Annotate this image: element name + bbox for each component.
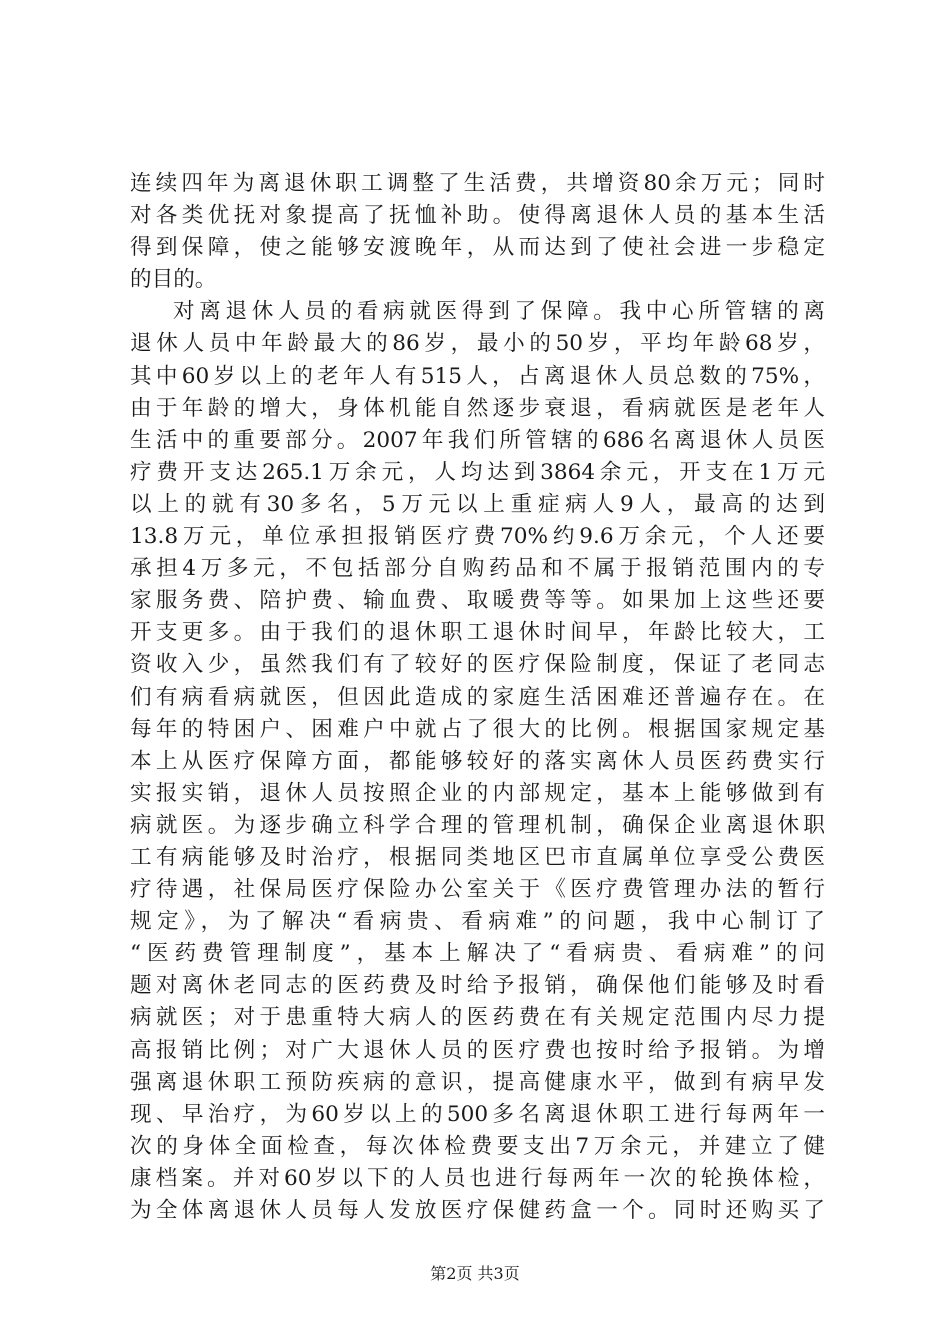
text-line: 病就医。为逐步确立科学合理的管理机制，确保企业离退休职 xyxy=(130,812,825,838)
text-line: 为全体离退休人员每人发放医疗保健药盒一个。同时还购买了 xyxy=(130,1198,825,1223)
text-line: 康档案。并对60岁以下的人员也进行每两年一次的轮换体检， xyxy=(130,1165,825,1191)
text-line: 开支更多。由于我们的退休职工退休时间早，年龄比较大，工 xyxy=(130,620,825,646)
text-line: 其中60岁以上的老年人有515人，占离退休人员总数的75%， xyxy=(130,363,825,389)
document-body xyxy=(130,168,825,1227)
text-line: 病就医；对于患重特大病人的医药费在有关规定范围内尽力提 xyxy=(130,1005,825,1031)
text-line: “医药费管理制度”，基本上解决了“看病贵、看病难”的问 xyxy=(130,941,825,967)
text-line: 实报实销，退休人员按照企业的内部规定，基本上能够做到有 xyxy=(130,780,825,806)
page-number-label: 第2页 共3页 xyxy=(430,1264,520,1283)
text-line: 生活中的重要部分。2007年我们所管辖的686名离退休人员医 xyxy=(130,427,825,453)
text-line: 13.8万元，单位承担报销医疗费70%约9.6万余元，个人还要 xyxy=(130,524,825,550)
text-line: 连续四年为离退休职工调整了生活费，共增资80余万元；同时 xyxy=(130,171,825,196)
text-line: 以上的就有30多名，5万元以上重症病人9人，最高的达到 xyxy=(130,491,825,517)
text-line: 对各类优抚对象提高了抚恤补助。使得离退休人员的基本生活 xyxy=(130,203,825,229)
text-line: 规定》，为了解决“看病贵、看病难”的问题，我中心制订了 xyxy=(130,909,825,935)
text-line: 疗费开支达265.1万余元，人均达到3864余元，开支在1万元 xyxy=(130,459,825,485)
text-line: 对离退休人员的看病就医得到了保障。我中心所管辖的离 xyxy=(173,299,825,325)
text-line: 本上从医疗保障方面，都能够较好的落实离休人员医药费实行 xyxy=(130,748,825,774)
text-line: 强离退休职工预防疾病的意识，提高健康水平，做到有病早发 xyxy=(130,1069,825,1095)
text-line: 由于年龄的增大，身体机能自然逐步衰退，看病就医是老年人 xyxy=(130,395,825,421)
page-footer xyxy=(0,1264,950,1284)
text-line: 得到保障，使之能够安渡晚年，从而达到了使社会进一步稳定 xyxy=(130,235,825,261)
text-line: 疗待遇，社保局医疗保险办公室关于《医疗费管理办法的暂行 xyxy=(130,877,825,903)
text-line: 高报销比例；对广大退休人员的医疗费也按时给予报销。为增 xyxy=(130,1037,825,1063)
text-line: 每年的特困户、困难户中就占了很大的比例。根据国家规定基 xyxy=(130,716,825,742)
paragraph-2 xyxy=(130,296,825,1227)
text-line: 们有病看病就医，但因此造成的家庭生活困难还普遍存在。在 xyxy=(130,684,825,710)
text-line: 家服务费、陪护费、输血费、取暖费等等。如果加上这些还要 xyxy=(130,588,825,614)
text-line: 次的身体全面检查，每次体检费要支出7万余元，并建立了健 xyxy=(130,1133,825,1159)
text-line: 资收入少，虽然我们有了较好的医疗保险制度，保证了老同志 xyxy=(130,652,825,678)
text-line: 承担4万多元，不包括部分自购药品和不属于报销范围内的专 xyxy=(130,556,825,582)
paragraph-1 xyxy=(130,168,825,296)
text-line: 退休人员中年龄最大的86岁，最小的50岁，平均年龄68岁， xyxy=(130,331,825,357)
text-line: 题对离休老同志的医药费及时给予报销，确保他们能够及时看 xyxy=(130,973,825,999)
text-line: 工有病能够及时治疗，根据同类地区巴市直属单位享受公费医 xyxy=(130,844,825,870)
text-line: 的目的。 xyxy=(130,267,217,293)
text-line: 现、早治疗，为60岁以上的500多名离退休职工进行每两年一 xyxy=(130,1101,825,1127)
